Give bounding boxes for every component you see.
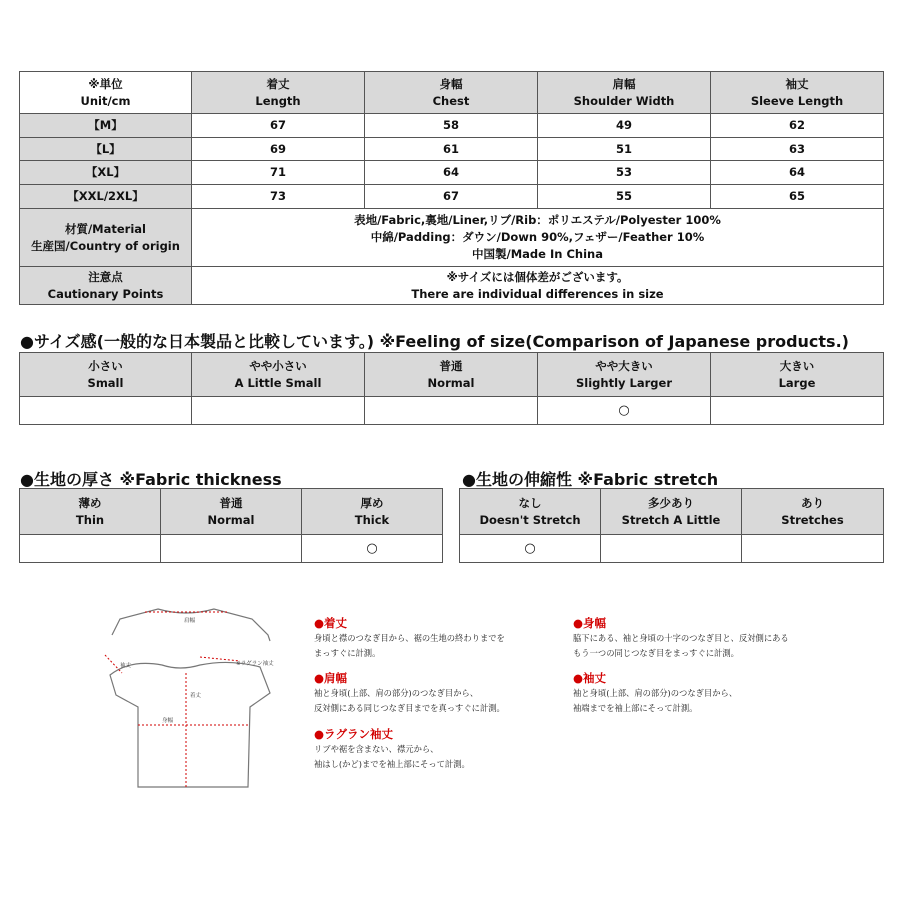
value-cell: 64 xyxy=(711,161,884,185)
note-line: 反対側にある同じつなぎ目までを真っすぐに計測。 xyxy=(314,703,505,713)
selection-mark: ○ xyxy=(538,397,711,425)
note-line: まっすぐに計測。 xyxy=(314,648,381,658)
material-row xyxy=(20,209,884,267)
length-note xyxy=(314,615,564,661)
material-label: 材質/Material xyxy=(64,221,147,236)
option-jp: 薄め xyxy=(78,495,102,510)
size-feel-header-row xyxy=(20,353,884,397)
size-table xyxy=(19,71,884,305)
fabric-thickness-heading: ●生地の厚さ ※Fabric thickness xyxy=(20,470,282,489)
stretch-mark-row xyxy=(460,535,884,563)
value-cell: 51 xyxy=(538,138,711,161)
value-cell: 53 xyxy=(538,161,711,185)
stretch-option xyxy=(460,489,601,535)
selection-mark xyxy=(742,535,884,563)
unit-header-cell xyxy=(20,72,192,114)
fabric-stretch-table xyxy=(459,488,884,563)
size-feel-option xyxy=(365,353,538,397)
selection-mark xyxy=(365,397,538,425)
material-value-cell xyxy=(192,209,884,267)
length-header-cell xyxy=(192,72,365,114)
size-feel-option xyxy=(20,353,192,397)
shoulder-header-cell xyxy=(538,72,711,114)
note-line: リブや裾を含まない、襟元から、 xyxy=(314,744,439,754)
shoulder-header-en: Shoulder Width xyxy=(573,93,675,108)
option-jp: 普通 xyxy=(439,358,463,373)
size-feel-option xyxy=(538,353,711,397)
sleeve-header-en: Sleeve Length xyxy=(750,93,844,108)
selection-mark xyxy=(20,397,192,425)
selection-mark xyxy=(192,397,365,425)
caution-label-cell xyxy=(20,267,192,305)
value-cell: 55 xyxy=(538,185,711,209)
thickness-option xyxy=(20,489,161,535)
chest-note xyxy=(573,615,873,661)
material-line: 中綿/Padding：ダウン/Down 90%,フェザー/Feather 10% xyxy=(370,230,705,244)
selection-mark xyxy=(601,535,742,563)
value-cell: 65 xyxy=(711,185,884,209)
raglan-diagram-label: ※ラグラン袖丈 xyxy=(236,661,274,667)
option-en: Small xyxy=(87,375,124,390)
chest-note-title: ●身幅 xyxy=(573,616,607,630)
size-label-cell: 【L】 xyxy=(20,138,192,161)
caution-label-jp: 注意点 xyxy=(88,269,123,284)
option-jp: あり xyxy=(801,495,824,510)
unit-header-en: Unit/cm xyxy=(80,93,131,108)
stretch-option xyxy=(742,489,884,535)
option-en: Stretch A Little xyxy=(621,512,721,527)
shoulder-diagram-label: 肩幅 xyxy=(184,618,196,624)
caution-label-en: Cautionary Points xyxy=(47,286,164,301)
value-cell: 67 xyxy=(365,185,538,209)
size-label-cell: 【XXL/2XL】 xyxy=(20,185,192,209)
caution-value-cell xyxy=(192,267,884,305)
size-table-header-row xyxy=(20,72,884,114)
sleeve-note xyxy=(573,670,823,716)
table-row xyxy=(20,138,884,161)
size-feel-mark-row xyxy=(20,397,884,425)
value-cell: 49 xyxy=(538,114,711,138)
note-line: 袖はし(かど)までを袖上部にそって計測。 xyxy=(314,759,470,769)
value-cell: 62 xyxy=(711,114,884,138)
option-jp: 大きい xyxy=(779,358,815,373)
material-line: 表地/Fabric,裏地/Liner,リブ/Rib：ポリエステル/Polyester 100% xyxy=(354,213,721,227)
value-cell: 73 xyxy=(192,185,365,209)
selection-mark xyxy=(161,535,302,563)
option-en: Thin xyxy=(75,512,105,527)
selection-mark xyxy=(20,535,161,563)
table-row xyxy=(20,161,884,185)
thickness-option xyxy=(302,489,443,535)
sleeve-diagram-label: 袖丈 xyxy=(120,663,132,669)
garment-measurement-diagram xyxy=(100,597,300,797)
selection-mark xyxy=(711,397,884,425)
value-cell: 58 xyxy=(365,114,538,138)
chest-diagram-label: 身幅 xyxy=(162,718,174,724)
option-en: A Little Small xyxy=(234,375,322,390)
size-label-cell: 【M】 xyxy=(20,114,192,138)
raglan-measure-line xyxy=(200,657,240,661)
value-cell: 64 xyxy=(365,161,538,185)
selection-mark: ○ xyxy=(302,535,443,563)
note-line: 袖端までを袖上部にそって計測。 xyxy=(573,703,698,713)
value-cell: 71 xyxy=(192,161,365,185)
table-row xyxy=(20,185,884,209)
size-feel-option xyxy=(711,353,884,397)
length-header-jp: 着丈 xyxy=(266,76,290,91)
note-line: 脇下にある、袖と身頃の十字のつなぎ目と、反対側にある xyxy=(573,633,789,643)
option-en: Stretches xyxy=(781,512,844,527)
thickness-header-row xyxy=(20,489,443,535)
option-en: Slightly Larger xyxy=(576,375,672,390)
length-note-title: ●着丈 xyxy=(314,616,348,630)
stretch-option xyxy=(601,489,742,535)
value-cell: 61 xyxy=(365,138,538,161)
length-diagram-label: 着丈 xyxy=(190,693,202,699)
option-en: Normal xyxy=(207,512,255,527)
length-header-en: Length xyxy=(255,93,301,108)
thickness-mark-row xyxy=(20,535,443,563)
table-row xyxy=(20,114,884,138)
raglan-note-title: ●ラグラン袖丈 xyxy=(314,727,394,741)
option-jp: 普通 xyxy=(219,495,243,510)
option-en: Thick xyxy=(354,512,390,527)
selection-mark: ○ xyxy=(460,535,601,563)
option-jp: やや大きい xyxy=(595,358,653,373)
note-line: 身頃と襟のつなぎ目から、裾の生地の終わりまでを xyxy=(314,633,505,643)
shoulder-note-title: ●肩幅 xyxy=(314,671,348,685)
option-en: Large xyxy=(778,375,816,390)
option-en: Doesn't Stretch xyxy=(479,512,581,527)
note-line: 袖と身頃(上部、肩の部分)のつなぎ目から、 xyxy=(314,688,479,698)
size-feel-heading: ●サイズ感(一般的な日本製品と比較しています。) ※Feeling of size(Comparison of Japanese products.) xyxy=(20,332,849,351)
shoulder-note xyxy=(314,670,564,716)
option-jp: 小さい xyxy=(88,358,123,373)
raglan-note xyxy=(314,726,564,772)
sleeve-note-title: ●袖丈 xyxy=(573,671,607,685)
country-label: 生産国/Country of origin xyxy=(31,238,180,253)
material-label-cell xyxy=(20,209,192,267)
value-cell: 63 xyxy=(711,138,884,161)
stretch-header-row xyxy=(460,489,884,535)
shoulder-view-outline xyxy=(112,609,270,641)
chest-header-en: Chest xyxy=(432,93,470,108)
note-line: もう一つの同じつなぎ目をまっすぐに計測。 xyxy=(573,648,739,658)
sleeve-header-cell xyxy=(711,72,884,114)
thickness-option xyxy=(161,489,302,535)
option-jp: やや小さい xyxy=(249,358,307,373)
material-line: 中国製/Made In China xyxy=(472,247,603,261)
note-line: 袖と身頃(上部、肩の部分)のつなぎ目から、 xyxy=(573,688,738,698)
caution-line: There are individual differences in size xyxy=(411,286,664,301)
caution-row xyxy=(20,267,884,305)
size-feel-option xyxy=(192,353,365,397)
option-jp: 厚め xyxy=(360,495,384,510)
option-jp: 多少あり xyxy=(648,495,694,510)
chest-header-jp: 身幅 xyxy=(439,76,463,91)
unit-header-jp: ※単位 xyxy=(88,76,123,91)
caution-line: ※サイズには個体差がございます。 xyxy=(446,269,629,284)
sleeve-header-jp: 袖丈 xyxy=(785,76,809,91)
size-label-cell: 【XL】 xyxy=(20,161,192,185)
value-cell: 69 xyxy=(192,138,365,161)
size-feel-table xyxy=(19,352,884,425)
chest-header-cell xyxy=(365,72,538,114)
option-jp: なし xyxy=(518,495,542,510)
shoulder-header-jp: 肩幅 xyxy=(612,76,636,91)
option-en: Normal xyxy=(427,375,475,390)
value-cell: 67 xyxy=(192,114,365,138)
fabric-stretch-heading: ●生地の伸縮性 ※Fabric stretch xyxy=(462,470,719,489)
fabric-thickness-table xyxy=(19,488,443,563)
